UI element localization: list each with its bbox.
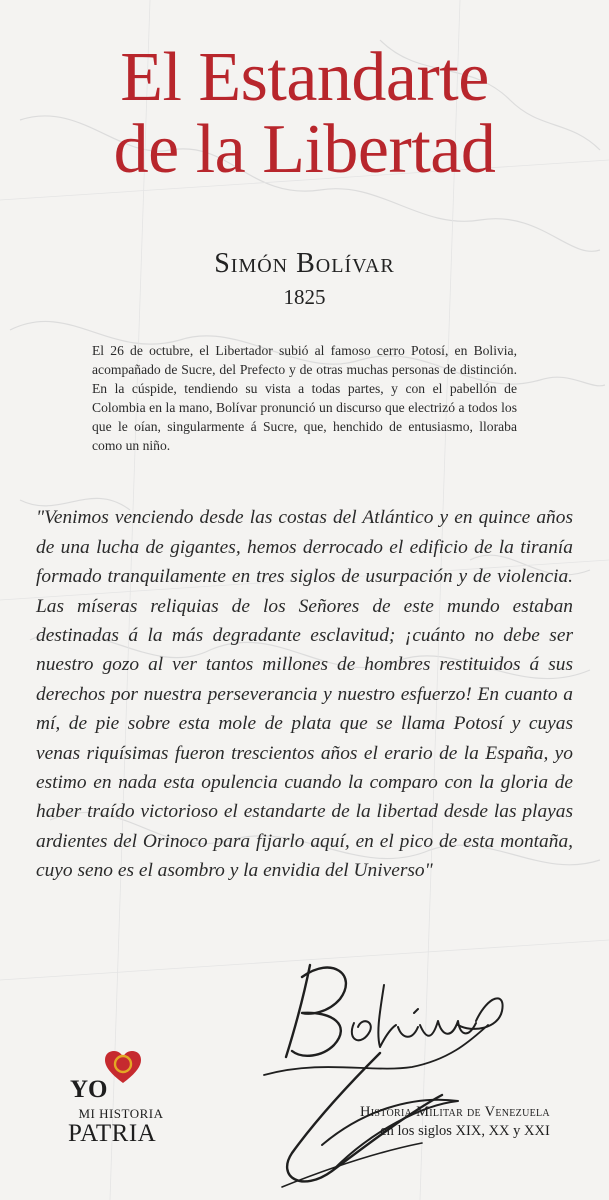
logo-yo: YO [70,1076,108,1103]
yo-mi-historia-patria-logo [66,1050,176,1150]
page-title [0,39,609,188]
speech-quote: "Venimos venciendo desde las costas del Atlántico y en quince años de una lucha de gigantes, hemos derrocado el edificio de la tiranía formado tranquilamente en tres siglos de usurpación y de violencia. Las míseras reliquias de los Señores de este mundo estaban destinadas á la más degradante esclavitud; ¡cuánto no debe ser nuestro gozo al ver tantos millones de hombres restituidos á sus derechos por nuestra perseverancia y nuestro esfuerzo! En cuanto a mí, de pie sobre esta mole de plata que se llama Potosí y cuyas venas riquísimas fueron trescientos años el erario de la España, yo estimo en nada esta opulencia cuando la comparo con la gloria de haber traído victorioso el estandarte de la libertad desde las playas ardientes del Orinoco para fijarlo aquí, en el pico de esta montaña, cuyo seno es el asombro y la envidia del Universo" [36,507,573,882]
heart-icon [104,1050,142,1084]
series-line-1: Historia Militar de Venezuela [360,1104,550,1120]
series-title [330,1104,580,1140]
logo-patria: PATRIA [68,1120,157,1147]
intro-paragraph: El 26 de octubre, el Libertador subió al famoso cerro Potosí, en Bolivia, acompañado de Sucre, del Prefecto y de otras muchas personas de distinción. En la cúspide, tendiendo su vista a todas partes, y con el pabellón de Colombia en la mano, Bolívar pronunció un discurso que electrizó a todos los que le oían, singularmente á Sucre, que, henchido de entusiasmo, lloraba como un niño. [92,342,517,454]
year: 1825 [283,285,326,309]
series-line-2: en los siglos XIX, XX y XXI [380,1123,550,1139]
logo-mi-historia: MI HISTORIA [78,1106,164,1121]
author-name: Simón Bolívar [214,248,395,279]
title-line-2: de la Libertad [113,111,496,188]
title-line-1: El Estandarte [120,39,489,116]
bolivar-signature [262,955,562,1195]
